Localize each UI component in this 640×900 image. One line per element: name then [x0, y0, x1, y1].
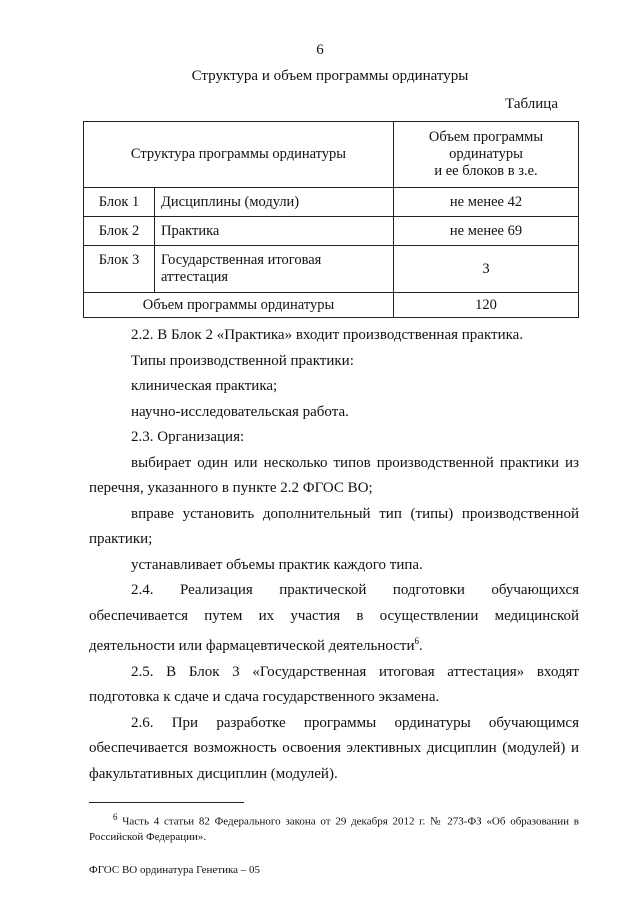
footnote-text: Часть 4 статьи 82 Федерального закона от 29 декабря 2012 г. № 273-ФЗ «Об образовании в Российской Федерации».	[89, 815, 579, 843]
table-row	[84, 246, 579, 293]
block-volume-cell: 3	[394, 246, 579, 293]
paragraph: выбирает один или несколько типов производственной практики из перечня, указанного в пункте 2.2 ФГОС ВО;	[89, 454, 579, 496]
header-volume-line: и ее блоков в з.е.	[434, 163, 538, 179]
footnote-mark: 6	[113, 812, 118, 822]
header-structure-cell: Структура программы ординатуры	[84, 122, 394, 188]
block-name-cell: Практика	[155, 217, 394, 246]
footnote	[89, 810, 579, 845]
paragraph: 2.2. В Блок 2 «Практика» входит производственная практика.	[131, 327, 524, 343]
table-total-row	[84, 293, 579, 318]
program-structure-table	[83, 121, 579, 318]
footnote-divider	[89, 802, 244, 803]
block-name-line: аттестация	[161, 269, 229, 285]
total-label-cell: Объем программы ординатуры	[84, 293, 394, 318]
paragraph: 2.6. При разработке программы ординатуры обучающимся обеспечивается возможность освоения элективных дисциплин (модулей) и факультативных дисциплин (модулей).	[89, 714, 579, 782]
paragraph: 2.3. Организация:	[131, 429, 245, 445]
block-volume-cell: не менее 42	[394, 188, 579, 217]
paragraph: научно-исследовательская работа.	[131, 403, 349, 420]
paragraph	[89, 578, 579, 660]
header-volume-cell	[394, 122, 579, 188]
header-volume-line: ординатуры	[449, 146, 523, 162]
block-volume-cell: не менее 69	[394, 217, 579, 246]
block-cell: Блок 3	[84, 246, 155, 293]
table-row	[84, 217, 579, 246]
paragraph: вправе установить дополнительный тип (типы) производственной практики;	[89, 505, 579, 547]
paragraph-text: 2.4. Реализация практической подготовки обучающихся обеспечивается путем их участия в осуществлении медицинской деятельности или фармацевтической деятельности	[89, 582, 579, 654]
footnote-reference[interactable]: 6	[414, 636, 419, 646]
table-row	[84, 188, 579, 217]
paragraph-end: .	[419, 638, 423, 654]
paragraph: устанавливает объемы практик каждого типа.	[131, 556, 423, 573]
page-number: 6	[316, 42, 324, 58]
table-caption: Таблица	[505, 96, 558, 112]
block-cell: Блок 1	[84, 188, 155, 217]
paragraph: клиническая практика;	[131, 378, 278, 394]
total-value-cell: 120	[394, 293, 579, 318]
block-name-cell: Дисциплины (модули)	[155, 188, 394, 217]
section-title: Структура и объем программы ординатуры	[191, 68, 469, 84]
page-footer: ФГОС ВО ординатура Генетика – 05	[89, 864, 261, 876]
block-name-cell	[155, 246, 394, 293]
paragraph: 2.5. В Блок 3 «Государственная итоговая аттестация» входят подготовка к сдаче и сдача государственного экзамена.	[89, 663, 579, 705]
header-volume-line: Объем программы	[428, 129, 544, 145]
body-text	[89, 323, 579, 787]
paragraph: Типы производственной практики:	[131, 352, 354, 369]
table-header-row	[84, 122, 579, 188]
block-name-line: Государственная итоговая	[161, 252, 322, 268]
block-cell: Блок 2	[84, 217, 155, 246]
